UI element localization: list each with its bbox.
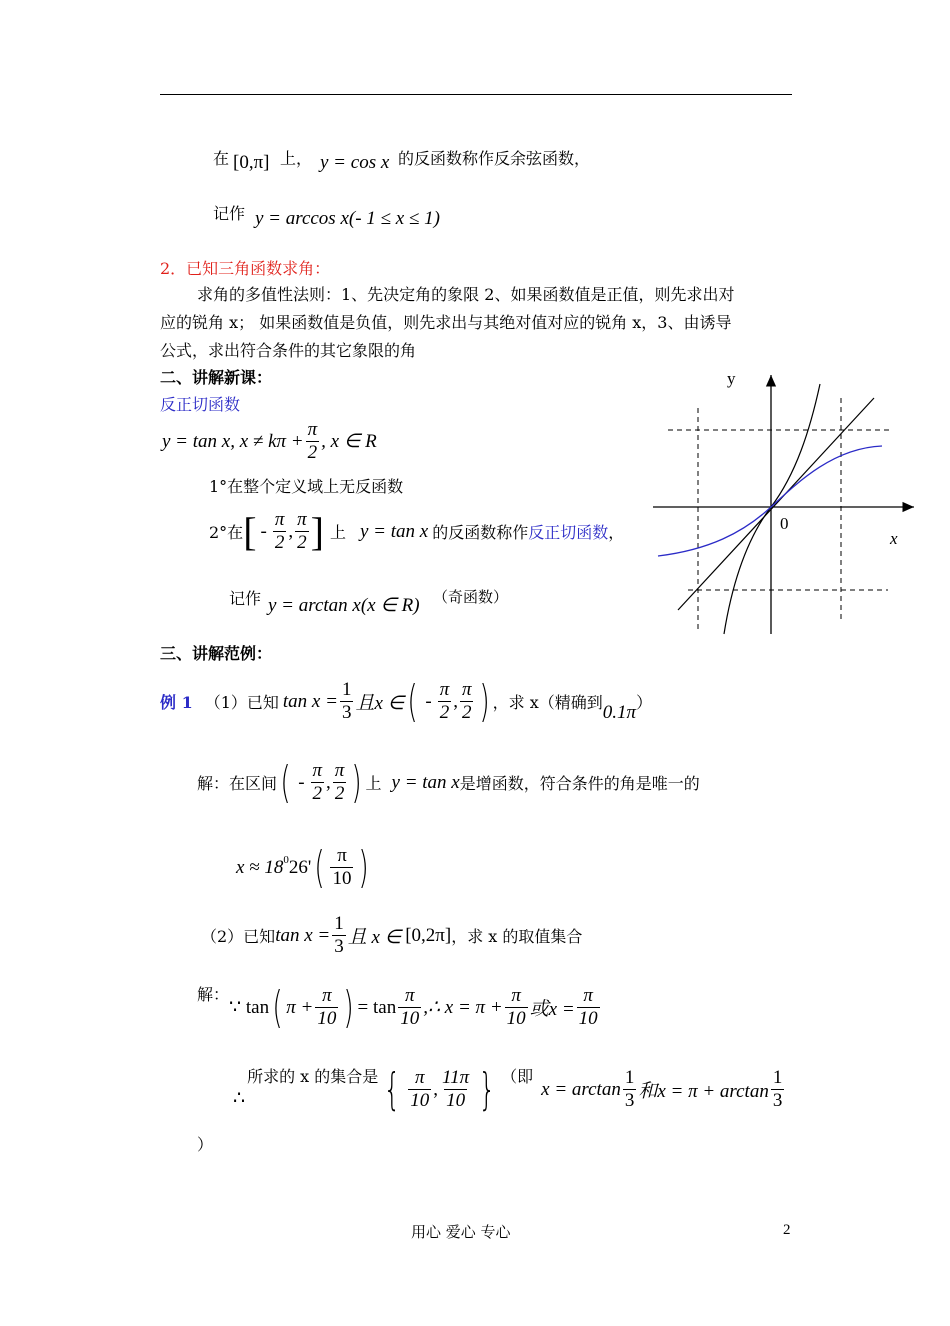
text-jizuo: 记作 xyxy=(213,204,246,223)
arctan-graph xyxy=(648,368,928,643)
eq-arctan-def-line xyxy=(209,508,624,555)
sol1-sup: 0 xyxy=(283,854,289,866)
sol3-eq: x = arctan xyxy=(541,1078,621,1100)
brace-open: { xyxy=(383,1064,401,1115)
frac-num: π xyxy=(415,1067,425,1088)
frac-num: π xyxy=(297,509,307,530)
paren-close: ) xyxy=(343,982,355,1033)
frac-pi-10 xyxy=(330,845,353,890)
frac-num: π xyxy=(461,679,472,700)
frac-num: π xyxy=(404,985,415,1006)
paren-open: ( xyxy=(280,757,291,808)
heading-section-2: 二、讲解新课： xyxy=(160,368,273,387)
sol3-ji: （即 xyxy=(501,1067,534,1086)
y-axis-label: y xyxy=(727,369,736,388)
example-1-line xyxy=(160,676,652,727)
text-zai: 在 xyxy=(213,149,230,168)
solution-1-line xyxy=(197,757,700,808)
sol2-eq1: = tan xyxy=(357,996,397,1018)
para-rule-3: 公式，求出符合条件的其它象限的角 xyxy=(160,341,417,360)
frac-num: π xyxy=(439,679,450,700)
sol2-plus: π + xyxy=(286,996,314,1018)
comma: , xyxy=(288,520,294,542)
p2-prefix: （2）已知 xyxy=(201,927,276,946)
footer-text: 用心 爱心 专心 xyxy=(411,1223,511,1241)
eq-arctan-def: y = arctan x(x ∈ R) xyxy=(268,595,420,616)
paren-open: ( xyxy=(272,982,283,1033)
ex1-ask: ，求 x（精确到 xyxy=(492,693,603,712)
text-cos-desc: 的反函数称作反余弦函数， xyxy=(398,149,591,168)
frac-den: 10 xyxy=(317,1008,337,1029)
para-no-inverse: 1°在整个定义域上无反函数 xyxy=(209,477,404,496)
text-odd: （奇函数） xyxy=(433,588,509,606)
ex1-part1: （1）已知 xyxy=(204,693,279,712)
frac-den: 3 xyxy=(341,702,352,723)
para-rule-2: 应的锐角 x； 如果函数值是负值，则先求出与其绝对值对应的锐角 x，3、由诱导 xyxy=(160,313,732,332)
frac-num: π xyxy=(307,419,318,440)
frac-pi-10-f xyxy=(408,1067,431,1112)
frac-pi-2-a xyxy=(273,509,287,554)
minus: - xyxy=(298,771,305,793)
frac-num: 1 xyxy=(334,913,344,934)
interval-0-pi: [0,π] xyxy=(233,152,270,173)
p2-ask: ，求 x 的取值集合 xyxy=(451,927,583,946)
frac-den: 10 xyxy=(332,868,352,889)
sol2-because: ∵ tan xyxy=(229,997,270,1018)
heading-section-3: 三、讲解范例： xyxy=(160,644,273,663)
sol1-min: 26' xyxy=(288,856,312,878)
paren-close: ) xyxy=(358,842,370,893)
frac-num: π xyxy=(583,985,593,1006)
frac-den: 2 xyxy=(297,532,307,553)
frac-1-3 xyxy=(340,679,354,724)
frac-den: 2 xyxy=(461,702,472,723)
text-tan-desc: 的反函数称作 xyxy=(432,523,529,542)
paren-open: ( xyxy=(314,842,326,893)
arctan-curve xyxy=(658,446,882,556)
eq-tan-domain xyxy=(162,419,377,464)
bracket-close: ] xyxy=(310,509,324,554)
frac-pi-2-c xyxy=(438,679,452,724)
solution-2-line xyxy=(197,982,602,1033)
frac-1-3-b xyxy=(332,913,346,958)
heading-arctan: 反正切函数 xyxy=(160,395,241,414)
frac-num: π xyxy=(322,985,332,1006)
sol3-therefore: ∴ xyxy=(233,1088,246,1109)
text-comma: ， xyxy=(608,523,625,542)
part-2-line xyxy=(201,913,582,958)
brace-close: } xyxy=(478,1064,496,1115)
frac-den: 3 xyxy=(624,1090,635,1111)
frac-num: π xyxy=(274,509,285,530)
frac-num: 11π xyxy=(442,1067,470,1088)
frac-1-3-c xyxy=(623,1067,637,1112)
sol2-or: 或x = xyxy=(529,999,575,1020)
frac-pi-2 xyxy=(306,419,320,464)
sol1-desc: 是增函数，符合条件的角是唯一的 xyxy=(459,774,700,793)
text-shang: 上， xyxy=(280,149,313,168)
frac-den: 2 xyxy=(307,442,318,463)
sol3-text: 所求的 x 的集合是 xyxy=(247,1067,379,1086)
header-rule xyxy=(160,94,792,95)
eq-tan-part2: , x ∈ R xyxy=(321,431,377,452)
comma: , xyxy=(453,690,458,712)
solution-3-line xyxy=(233,1064,786,1115)
sol1-tan: y = tan x xyxy=(391,771,460,793)
p2-interval: [0,2π] xyxy=(405,924,452,946)
frac-pi-2-e xyxy=(311,760,325,805)
paren-close: ) xyxy=(478,676,490,727)
heading-known-trig: 2．已知三角函数求角： xyxy=(160,259,331,278)
sol3-he: 和x = π + arctan xyxy=(638,1081,769,1102)
frac-pi-2-f xyxy=(333,760,347,805)
frac-num: π xyxy=(334,760,345,781)
x-axis-label: x xyxy=(890,529,898,548)
paren-close: ) xyxy=(351,757,363,808)
frac-den: 10 xyxy=(446,1090,466,1111)
p2-tan: tan x = xyxy=(275,924,331,946)
frac-den: 2 xyxy=(334,783,345,804)
frac-den: 2 xyxy=(439,702,450,723)
frac-num: π xyxy=(511,985,521,1006)
frac-pi-2-b xyxy=(295,509,309,554)
ex1-qie: 且x ∈ xyxy=(355,693,405,714)
sol3-close: ） xyxy=(197,1135,214,1154)
comma: , xyxy=(326,771,331,793)
solution-1-result xyxy=(236,842,373,893)
frac-num: 1 xyxy=(341,679,352,700)
eq-y-cosx: y = cos x xyxy=(320,152,390,173)
paren-open: ( xyxy=(407,676,418,727)
link-arctan[interactable]: 反正切函数 xyxy=(528,523,609,542)
frac-pi-10-d xyxy=(505,985,528,1030)
frac-num: π xyxy=(312,760,323,781)
sol2-prefix: 解： xyxy=(197,985,230,1004)
frac-pi-10-b xyxy=(315,985,338,1030)
sol1-shang: 上 xyxy=(365,774,382,793)
comma: , xyxy=(433,1078,439,1100)
minus: - xyxy=(425,690,432,712)
frac-den: 10 xyxy=(400,1008,420,1029)
eq-tan-part1: y = tan x, x ≠ kπ + xyxy=(162,430,304,452)
text-shang2: 上 xyxy=(329,523,346,542)
frac-pi-10-e xyxy=(577,985,600,1030)
frac-num: π xyxy=(337,845,347,866)
frac-num: 1 xyxy=(772,1067,783,1088)
frac-den: 3 xyxy=(772,1090,783,1111)
frac-11pi-10 xyxy=(440,1067,471,1112)
frac-den: 10 xyxy=(410,1090,430,1111)
frac-den: 3 xyxy=(334,936,344,957)
footer-page-number: 2 xyxy=(783,1222,791,1238)
frac-den: 10 xyxy=(578,1008,598,1029)
frac-num: 1 xyxy=(624,1067,635,1088)
text-jizuo2: 记作 xyxy=(229,589,262,608)
origin-label: 0 xyxy=(780,514,789,533)
frac-den: 10 xyxy=(506,1008,526,1029)
frac-den: 2 xyxy=(274,532,285,553)
eq-y-tanx: y = tan x xyxy=(360,520,429,542)
p2-qie: 且 x ∈ xyxy=(347,927,402,948)
example-1-label: 例 1 xyxy=(160,693,193,712)
frac-1-3-d xyxy=(771,1067,785,1112)
ex1-prec: 0.1π xyxy=(602,701,637,723)
para-rule-1: 求角的多值性法则：1、先决定角的象限 2、如果函数值是正值，则先求出对 xyxy=(197,285,735,304)
sol1-prefix: 解：在区间 xyxy=(197,774,278,793)
text-2deg: 2°在 xyxy=(209,523,244,542)
frac-pi-2-d xyxy=(460,679,474,724)
eq-arccos: y = arccos x(- 1 ≤ x ≤ 1) xyxy=(255,208,440,229)
frac-pi-10-c xyxy=(398,985,421,1030)
frac-den: 2 xyxy=(312,783,323,804)
ex1-tan: tan x = xyxy=(282,690,338,712)
ex1-close: ） xyxy=(636,693,653,712)
minus: - xyxy=(260,520,267,542)
sol1-result: x ≈ 18 xyxy=(236,856,284,878)
bracket-open: [ xyxy=(243,509,257,554)
sol2-therefore: ,∴ x = π + xyxy=(423,997,503,1018)
